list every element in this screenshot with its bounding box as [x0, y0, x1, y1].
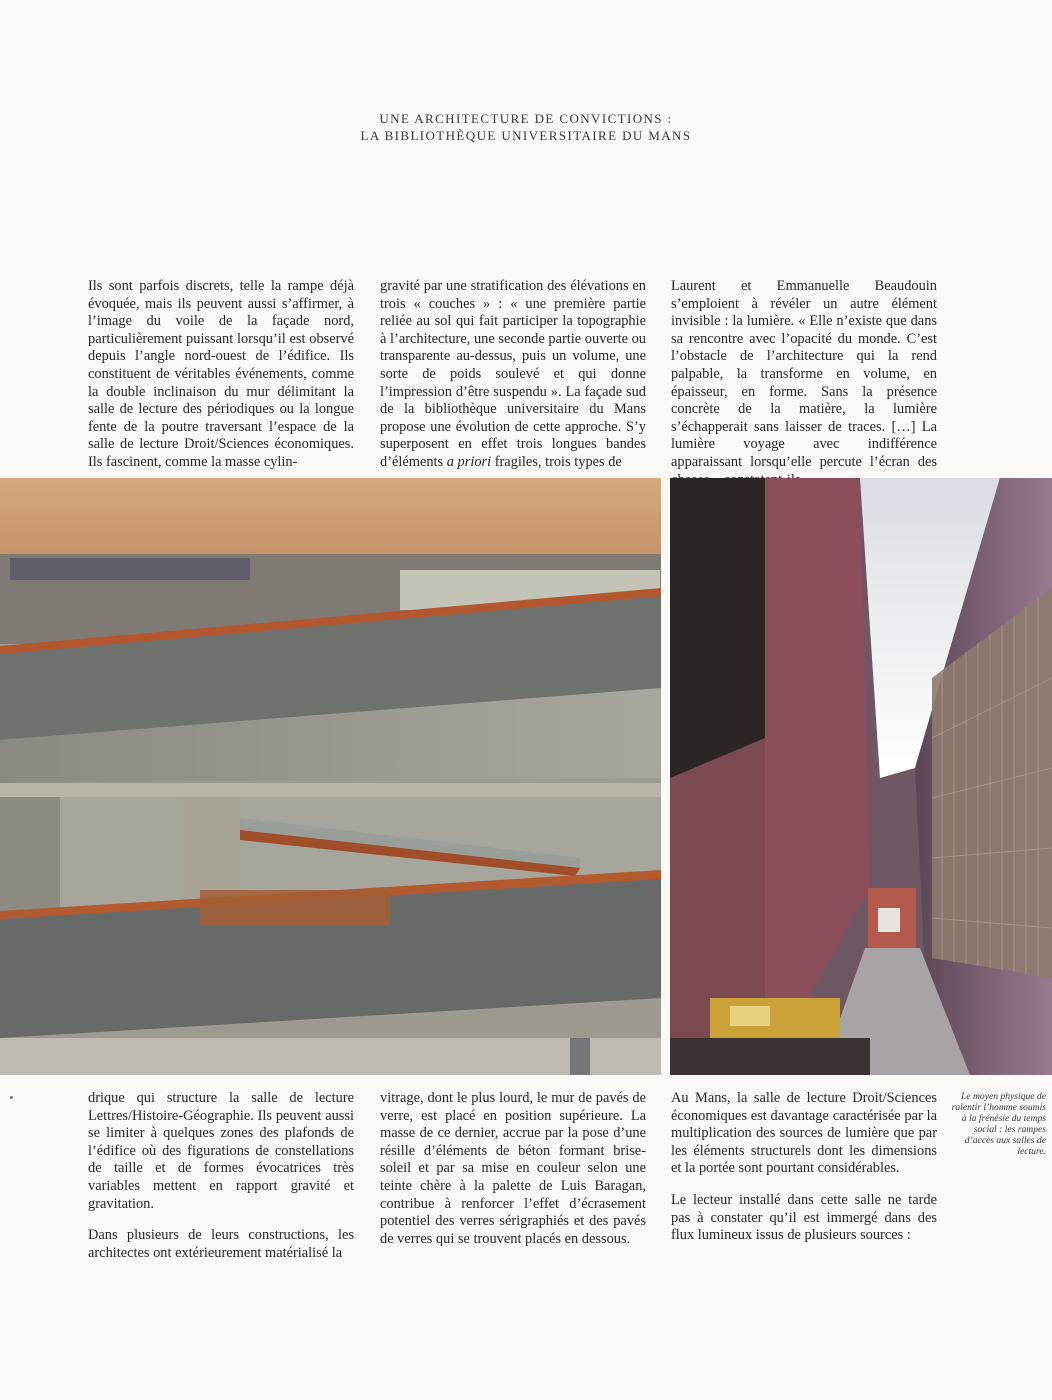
bottom-column-1	[88, 1090, 354, 1262]
photo-ramps	[0, 478, 661, 1075]
running-header-line-2: LA BIBLIOTHÈQUE UNIVERSITAIRE DU MANS	[360, 128, 692, 143]
margin-mark	[10, 1096, 13, 1099]
paragraph: Dans plusieurs de leurs constructions, les architectes ont extérieurement matérialisé la	[88, 1227, 354, 1261]
text-run: gravité par une stratification des élévations en trois « couches » : « une première partie reliée au sol qui fait participer la topographie à l’architecture, une seconde partie ouverte ou transparente au-dessus, puis un volume, une sorte de poids soulevé et qui donne l’impression d’être suspendu ». La façade sud de la bibliothèque universitaire du Mans propose une évolution de cette approche. S’y superposent en effet trois longues bandes d’éléments	[380, 278, 646, 470]
photo-caption: Le moyen physique de ralentir l’homme soumis à la frénésie du temps social : les rampes d’accès aux salles de lecture.	[951, 1091, 1046, 1157]
bottom-column-2	[380, 1090, 646, 1248]
paragraph: Laurent et Emmanuelle Beaudouin s’emploient à révéler un autre élément invisible : la lumière. « Elle n’existe que dans sa rencontre avec l’opacité du monde. C’est l’obstacle de l’architecture qui la rend palpable, la transforme en volume, en épaisseur, en forme. Sans la présence concrète de la matière, la lumière s’échapperait sans laisser de traces. […] La lumière voyage avec indifférence apparaissant lorsqu’elle percute l’écran des	[671, 278, 937, 470]
top-column-1	[88, 278, 354, 472]
paragraph: Le lecteur installé dans cette salle ne tarde pas à constater qu’il est immergé dans des flux lumineux issus de plusieurs sources :	[671, 1191, 937, 1244]
running-header	[0, 110, 1052, 144]
running-header-line-1: UNE ARCHITECTURE DE CONVICTIONS :	[379, 111, 673, 126]
paragraph: vitrage, dont le plus lourd, le mur de pavés de verre, est placé en position supérieure. La masse de ce dernier, accrue par la pose d’une résille d’éléments de béton formant brise-soleil et par sa mise en couleur selon une teinte chère à la palette de Luis Baragan, contribue à renforcer l’effet d’écrasement potentiel des verres sérigraphiés et des pavés de verres qui se trouvent placés en dessous.	[380, 1090, 646, 1247]
paragraph: Au Mans, la salle de lecture Droit/Sciences économiques est davantage caractérisée par la multiplication des sources de lumière que par les éléments structurels dont les dimensions et la portée sont pourtant considérables.	[671, 1090, 937, 1177]
top-column-3	[671, 278, 937, 489]
top-column-2	[380, 278, 646, 472]
text-run: fragiles, trois types de	[491, 453, 622, 470]
paragraph: Ils sont parfois discrets, telle la rampe déjà évoquée, mais ils peuvent aussi s’affirmer, à l’image du voile de la façade nord, particulièrement puissant lorsqu’il est observé depuis l’angle nord-ouest de l’édifice. Ils constituent de véritables événements, comme la double inclinaison du mur délimitant la salle de lecture des périodiques ou la longue fente de la poutre traversant l’espace de la salle de lecture Droit/Sciences économiques. Ils fascinent, comme la masse cylin-	[88, 278, 354, 470]
bottom-column-3	[671, 1090, 937, 1245]
italic-text: a priori	[446, 453, 492, 470]
photo-reading-room	[670, 478, 1052, 1075]
paragraph	[380, 278, 646, 472]
paragraph: drique qui structure la salle de lecture Lettres/Histoire-Géographie. Ils peuvent aussi se limiter à quelques zones des plafonds de l’édifice où des figurations de constellations de taille et de formes évocatrices très variables mettent en rapport gravité et gravitation.	[88, 1090, 354, 1212]
